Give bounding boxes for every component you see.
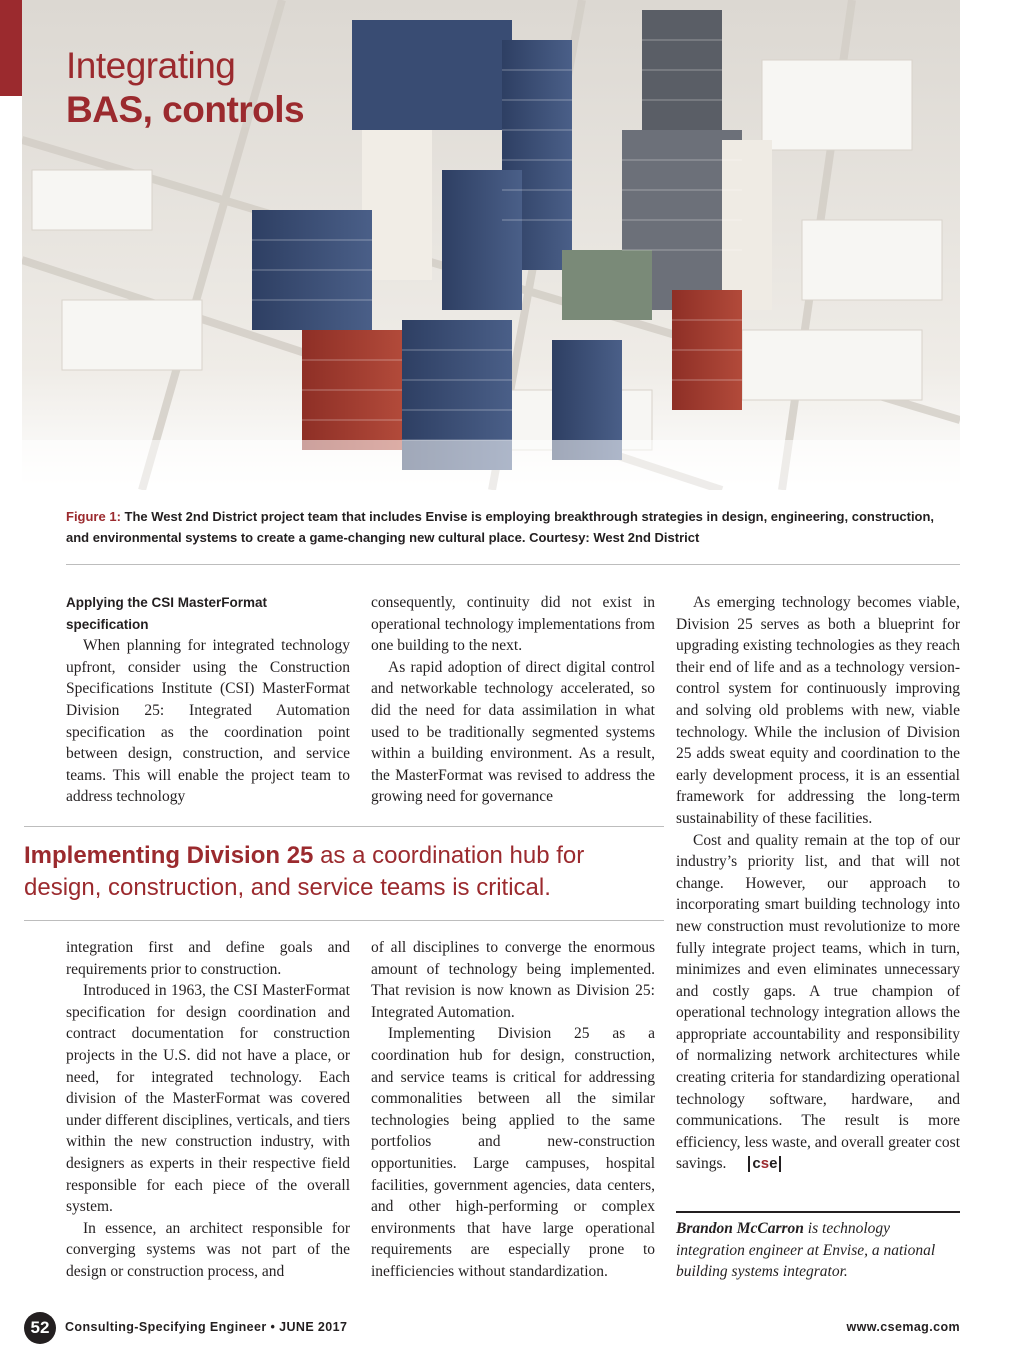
- website-link[interactable]: www.csemag.com: [846, 1320, 960, 1334]
- section-heading: Applying the CSI MasterFormat specification: [66, 595, 268, 632]
- pullquote: [24, 840, 664, 904]
- paragraph-text: Cost and quality remain at the top of our industry’s priority list, and that will not change. However, our approach to incorporating smart building technology into new construction must revolutionize to more fully integrate project teams, which in turn, minimizes and even eliminates unnecessary and costly gaps. A true champion of operational technology integration allows the appropriate accountability and responsibility of normalizing network architectures while creating criteria for standardizing operational technology software, hardware, and communications. The result is more efficiency, less waste, and overall greater cost savings.: [676, 831, 960, 1173]
- title-line-2: BAS, controls: [66, 89, 305, 130]
- column-1-top: [66, 592, 350, 808]
- paragraph: [676, 830, 960, 1176]
- author-name: Brandon McCarron: [676, 1220, 804, 1237]
- publication-info: Consulting-Specifying Engineer • JUNE 2017: [65, 1320, 348, 1334]
- pullquote-bottom-rule: [24, 920, 664, 921]
- figure-caption-text: The West 2nd District project team that includes Envise is employing breakthrough strategies in design, engineering, construction, and environmental systems to create a game-changing new cultural place. Courtesy: West 2nd District: [66, 509, 935, 545]
- title-line-1: Integrating: [66, 45, 236, 86]
- bio-rule: [676, 1211, 960, 1213]
- accent-bar: [0, 0, 22, 96]
- paragraph: of all disciplines to converge the enormous amount of technology being implemented. That revision is now known as Division 25: Integrated Automation.: [371, 939, 655, 1021]
- paragraph: integration first and define goals and requirements prior to construction.: [66, 939, 350, 978]
- column-2-bottom: [371, 937, 655, 1283]
- paragraph: When planning for integrated technology upfront, consider using the Construction Specifications Institute (CSI) MasterFormat Division 25: Integrated Automation specification as the coordination point between design, construction, and service teams. This will enable the project team to address technology: [66, 637, 350, 806]
- author-bio: [676, 1218, 960, 1283]
- figure-label: Figure 1:: [66, 509, 121, 524]
- pullquote-emphasis: Implementing Division 25: [24, 842, 314, 869]
- figure-caption: [66, 506, 956, 548]
- column-1-bottom: [66, 937, 350, 1283]
- paragraph: consequently, continuity did not exist in operational technology implementations from one building to the next.: [371, 594, 655, 655]
- article-title: [66, 44, 304, 132]
- pullquote-top-rule: [24, 826, 664, 827]
- paragraph: As rapid adoption of direct digital control and networkable technology accelerated, so did the need for data assimilation in what used to be traditionally segmented systems within a building environment. As a result, the MasterFormat was revised to address the growing need for governance: [371, 658, 655, 806]
- cse-logo-icon: cse: [748, 1156, 781, 1172]
- paragraph: Introduced in 1963, the CSI MasterFormat specification for design coordination and contract documentation for construction projects in the U.S. did not have a place, or need, for integrated technology. Each division of the MasterFormat was covered under different disciplines, verticals, and tiers within the new construction industry, with designers as experts in their respective field responsible for each piece of the overall system.: [66, 982, 350, 1216]
- caption-divider: [66, 564, 960, 565]
- column-3: [676, 592, 960, 1175]
- paragraph: In essence, an architect responsible for converging systems was not part of the design or construction process, and: [66, 1219, 350, 1280]
- page-number: 52: [24, 1312, 56, 1344]
- pullquote-text: as a coordination hub for design, construction, and service teams is critical.: [24, 842, 585, 901]
- paragraph: As emerging technology becomes viable, Division 25 serves as both a blueprint for upgrading existing technologies as they reach their end of life and as a technology version-control system for continuously improving and solving old problems with new, viable technology. While the inclusion of Division 25 adds sweat equity and coordination to the early development process, it is an essential framework for addressing the long-term sustainability of these facilities.: [676, 594, 960, 827]
- author-description: is technology integration engineer at Envise, a national building systems integrator.: [676, 1220, 936, 1281]
- page-footer: [24, 1312, 960, 1344]
- column-2-top: [371, 592, 655, 808]
- paragraph: Implementing Division 25 as a coordination hub for design, construction, and service teams is critical for addressing commonalities between all the similar technologies being applied to the same portfolios and new-construction opportunities. Large campuses, hospital facilities, government agencies, data centers, and other high-performing or complex environments that have large operational requirements are especially prone to inefficiencies without standardization.: [371, 1025, 655, 1280]
